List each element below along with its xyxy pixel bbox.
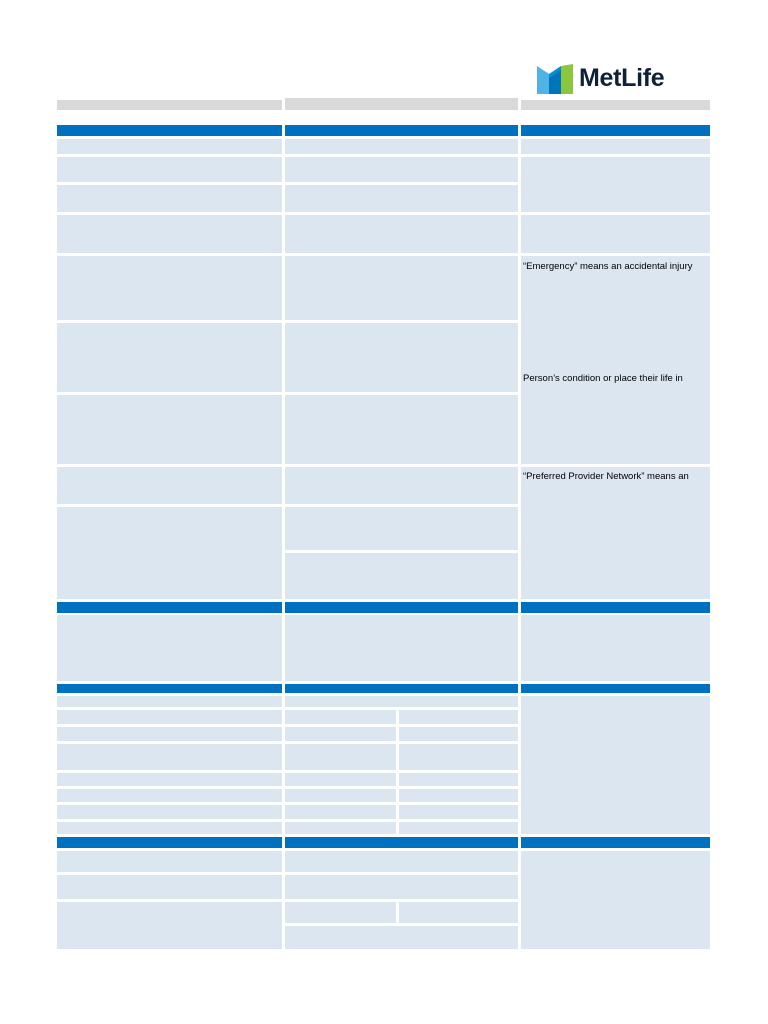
definition-text-preferred-provider-network: “Preferred Provider Network” means an <box>523 471 689 482</box>
table-cell <box>399 727 518 741</box>
table-cell <box>285 926 518 949</box>
table-cell <box>285 323 518 392</box>
table-cell <box>521 696 710 834</box>
table-cell <box>57 139 282 154</box>
table-cell <box>57 710 282 724</box>
table-cell <box>399 744 518 770</box>
section-header-col1 <box>57 837 282 848</box>
table-cell <box>285 553 518 599</box>
table-cell <box>399 789 518 802</box>
table-cell <box>57 615 282 681</box>
definition-text-emergency: “Emergency” means an accidental injury <box>523 261 693 272</box>
section-header-col1 <box>57 602 282 613</box>
table-cell <box>57 822 282 834</box>
table-cell <box>285 789 396 802</box>
table-cell <box>285 507 518 550</box>
top-gray-bar-col1 <box>57 100 282 110</box>
table-cell <box>285 727 396 741</box>
table-cell <box>57 323 282 392</box>
metlife-logo-mark-icon <box>537 64 573 94</box>
table-cell <box>285 773 396 786</box>
table-cell <box>57 507 282 599</box>
table-cell <box>285 851 518 872</box>
table-cell <box>285 256 518 320</box>
table-cell <box>57 902 282 949</box>
table-cell <box>57 157 282 182</box>
section-header-col2 <box>285 684 518 693</box>
table-cell <box>285 902 396 923</box>
top-gray-bar-col2 <box>285 98 518 110</box>
table-cell <box>285 696 518 707</box>
table-cell <box>57 805 282 819</box>
table-cell <box>521 157 710 212</box>
table-cell <box>399 773 518 786</box>
definition-text-person-condition: Person’s condition or place their life in <box>523 373 683 384</box>
table-cell <box>57 851 282 872</box>
table-cell <box>285 744 396 770</box>
table-cell <box>285 615 518 681</box>
table-cell <box>399 822 518 834</box>
table-cell <box>285 185 518 212</box>
section-header-col1 <box>57 684 282 693</box>
section-header-col2 <box>285 837 518 848</box>
table-cell <box>57 395 282 464</box>
table-cell <box>399 710 518 724</box>
table-cell <box>57 696 282 707</box>
section-header-col3 <box>521 837 710 848</box>
table-cell <box>285 157 518 182</box>
table-cell <box>57 256 282 320</box>
table-cell <box>57 727 282 741</box>
metlife-wordmark: MetLife <box>579 64 665 92</box>
table-cell <box>285 710 396 724</box>
table-cell <box>285 139 518 154</box>
section-header-col3 <box>521 684 710 693</box>
top-gray-bar-col3 <box>521 100 710 110</box>
table-cell <box>521 851 710 949</box>
table-cell <box>57 773 282 786</box>
table-cell <box>285 395 518 464</box>
table-cell <box>285 822 396 834</box>
definition-cell-provider-network <box>521 467 710 599</box>
table-cell <box>285 875 518 899</box>
table-cell <box>57 185 282 212</box>
section-header-col3 <box>521 125 710 136</box>
definition-cell-emergency <box>521 256 710 464</box>
table-cell <box>521 139 710 154</box>
table-cell <box>521 215 710 253</box>
table-cell <box>521 615 710 681</box>
table-cell <box>285 805 396 819</box>
table-cell <box>399 805 518 819</box>
section-header-col1 <box>57 125 282 136</box>
table-cell <box>57 215 282 253</box>
table-cell <box>57 744 282 770</box>
table-cell <box>285 467 518 504</box>
section-header-col2 <box>285 125 518 136</box>
table-cell <box>57 875 282 899</box>
section-header-col3 <box>521 602 710 613</box>
table-cell <box>285 215 518 253</box>
table-cell <box>57 467 282 504</box>
table-cell <box>399 902 518 923</box>
section-header-col2 <box>285 602 518 613</box>
table-cell <box>57 789 282 802</box>
